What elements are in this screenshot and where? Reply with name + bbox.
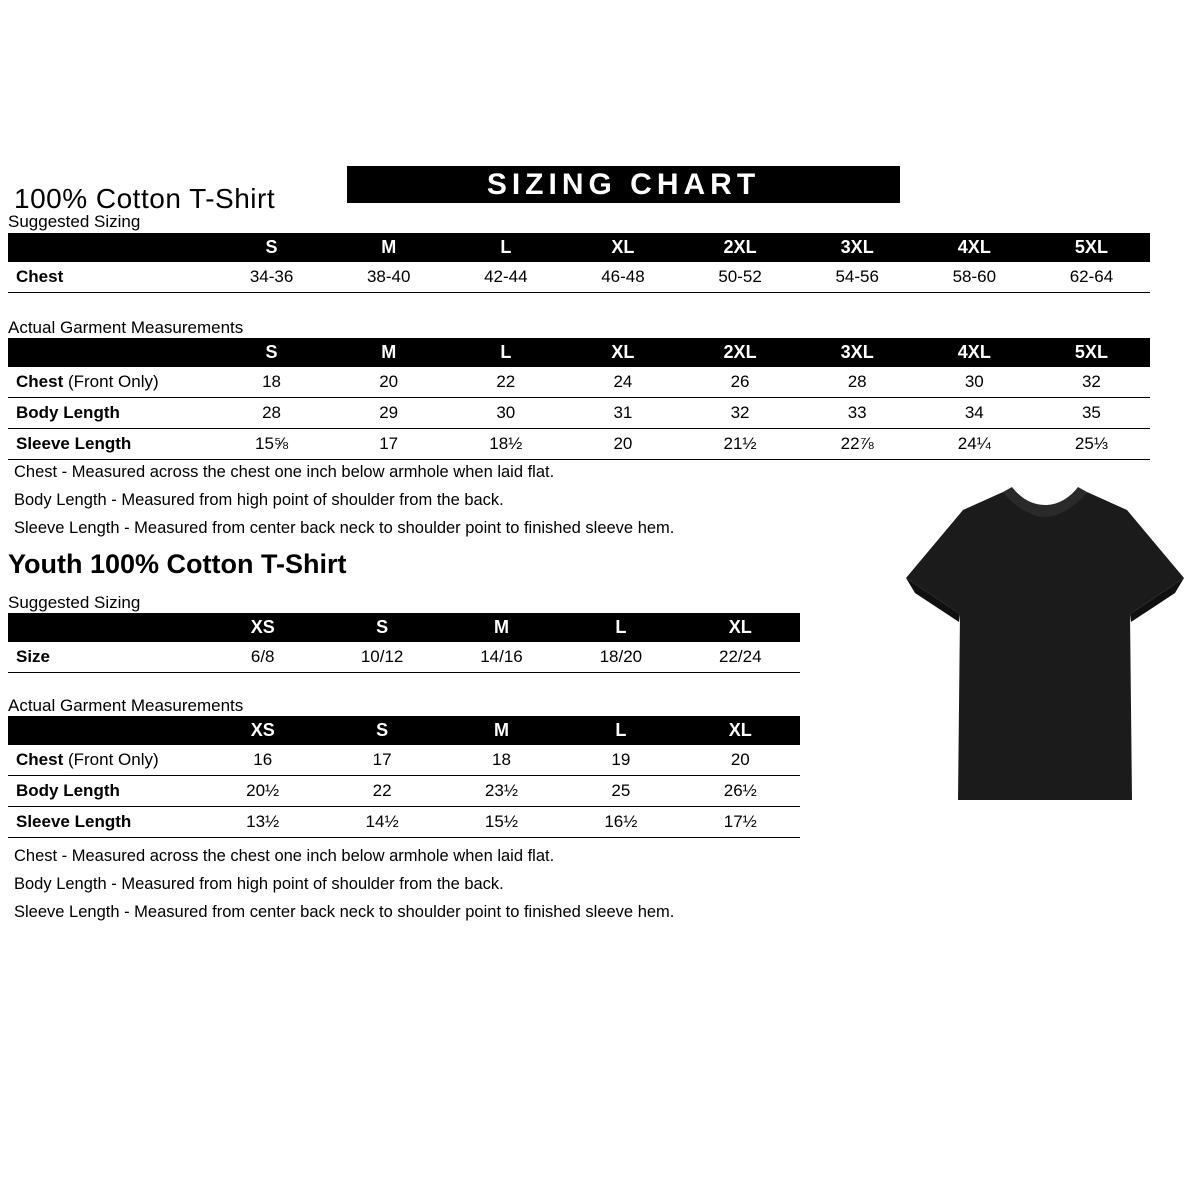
table-row <box>8 807 800 838</box>
measurement-cell: 25 <box>561 776 680 807</box>
row-label: Chest (Front Only) <box>8 745 203 776</box>
table-row <box>8 262 1150 293</box>
size-column-header: 4XL <box>916 338 1033 367</box>
size-column-header: 2XL <box>682 233 799 262</box>
tshirt-product-image <box>895 476 1195 814</box>
measurement-cell: 20 <box>681 745 800 776</box>
measurement-cell: 17 <box>322 745 441 776</box>
measurement-cell: 24¼ <box>916 429 1033 460</box>
measurement-cell: 31 <box>564 398 681 429</box>
measurement-cell: 35 <box>1033 398 1150 429</box>
size-column-header: XL <box>681 613 800 642</box>
youth-suggested-sizing-table <box>8 613 800 673</box>
row-label: Size <box>8 642 203 673</box>
measurement-cell: 18½ <box>447 429 564 460</box>
measurement-cell: 29 <box>330 398 447 429</box>
measurement-cell: 22⅞ <box>799 429 916 460</box>
measurement-cell: 15½ <box>442 807 561 838</box>
measurement-cell: 17 <box>330 429 447 460</box>
adult-suggested-sizing-table <box>8 233 1150 293</box>
measurement-cell: 34-36 <box>213 262 330 293</box>
measurement-cell: 30 <box>916 367 1033 398</box>
table-row <box>8 367 1150 398</box>
measurement-cell: 22 <box>322 776 441 807</box>
size-column-header: XL <box>564 338 681 367</box>
page-title: 100% Cotton T-Shirt <box>14 182 276 214</box>
measurement-cell: 16½ <box>561 807 680 838</box>
size-header-row <box>8 233 1150 262</box>
measurement-cell: 21½ <box>682 429 799 460</box>
measurement-cell: 6/8 <box>203 642 322 673</box>
measurement-cell: 34 <box>916 398 1033 429</box>
size-column-header: XL <box>681 716 800 745</box>
measurement-cell: 25⅓ <box>1033 429 1150 460</box>
size-column-header: S <box>322 716 441 745</box>
measurement-cell: 26½ <box>681 776 800 807</box>
measurement-cell: 18 <box>442 745 561 776</box>
measurement-cell: 26 <box>682 367 799 398</box>
size-header-row <box>8 338 1150 367</box>
size-column-header: M <box>330 233 447 262</box>
size-column-header: XS <box>203 613 322 642</box>
size-column-header: 4XL <box>916 233 1033 262</box>
adult-garment-measurements-label: Actual Garment Measurements <box>8 318 244 337</box>
row-label: Chest (Front Only) <box>8 367 213 398</box>
size-column-header: M <box>330 338 447 367</box>
measurement-cell: 13½ <box>203 807 322 838</box>
black-tshirt-icon <box>895 476 1195 814</box>
size-column-header: L <box>447 338 564 367</box>
size-column-header: L <box>561 613 680 642</box>
measurement-note: Chest - Measured across the chest one inch below armhole when laid flat. <box>14 463 555 481</box>
header-spacer <box>8 716 203 745</box>
size-column-header: S <box>322 613 441 642</box>
measurement-cell: 28 <box>213 398 330 429</box>
sizing-chart-banner: SIZING CHART <box>347 166 900 203</box>
youth-page-title: Youth 100% Cotton T-Shirt <box>8 549 347 579</box>
measurement-cell: 18/20 <box>561 642 680 673</box>
measurement-cell: 46-48 <box>564 262 681 293</box>
measurement-cell: 42-44 <box>447 262 564 293</box>
header-spacer <box>8 338 213 367</box>
measurement-cell: 62-64 <box>1033 262 1150 293</box>
size-column-header: M <box>442 613 561 642</box>
measurement-note: Body Length - Measured from high point of shoulder from the back. <box>14 491 504 509</box>
measurement-cell: 38-40 <box>330 262 447 293</box>
size-header-row <box>8 716 800 745</box>
measurement-cell: 22/24 <box>681 642 800 673</box>
youth-garment-measurements-label: Actual Garment Measurements <box>8 696 244 715</box>
measurement-cell: 15⅝ <box>213 429 330 460</box>
measurement-cell: 32 <box>682 398 799 429</box>
youth-measurement-notes <box>14 842 674 926</box>
row-label: Body Length <box>8 776 203 807</box>
table-row <box>8 776 800 807</box>
measurement-note: Chest - Measured across the chest one inch below armhole when laid flat. <box>14 847 555 865</box>
header-spacer <box>8 613 203 642</box>
measurement-cell: 24 <box>564 367 681 398</box>
measurement-cell: 22 <box>447 367 564 398</box>
size-column-header: 3XL <box>799 233 916 262</box>
measurement-cell: 20 <box>330 367 447 398</box>
adult-measurement-notes <box>14 458 674 542</box>
adult-garment-measurements-table <box>8 338 1150 460</box>
table-row <box>8 745 800 776</box>
size-column-header: L <box>447 233 564 262</box>
measurement-cell: 14½ <box>322 807 441 838</box>
size-header-row <box>8 613 800 642</box>
size-column-header: 5XL <box>1033 233 1150 262</box>
row-label: Chest <box>8 262 213 293</box>
row-label: Body Length <box>8 398 213 429</box>
measurement-cell: 20½ <box>203 776 322 807</box>
measurement-cell: 19 <box>561 745 680 776</box>
size-column-header: 3XL <box>799 338 916 367</box>
size-column-header: 5XL <box>1033 338 1150 367</box>
table-row <box>8 398 1150 429</box>
measurement-cell: 28 <box>799 367 916 398</box>
table-row <box>8 642 800 673</box>
size-column-header: XS <box>203 716 322 745</box>
youth-suggested-sizing-label: Suggested Sizing <box>8 593 141 612</box>
measurement-cell: 58-60 <box>916 262 1033 293</box>
measurement-cell: 17½ <box>681 807 800 838</box>
measurement-cell: 30 <box>447 398 564 429</box>
row-label: Sleeve Length <box>8 807 203 838</box>
measurement-cell: 33 <box>799 398 916 429</box>
measurement-note: Sleeve Length - Measured from center back neck to shoulder point to finished sleeve hem. <box>14 903 675 921</box>
size-column-header: L <box>561 716 680 745</box>
measurement-cell: 50-52 <box>682 262 799 293</box>
measurement-note: Body Length - Measured from high point of shoulder from the back. <box>14 875 504 893</box>
measurement-cell: 16 <box>203 745 322 776</box>
adult-suggested-sizing-label: Suggested Sizing <box>8 212 141 231</box>
measurement-cell: 20 <box>564 429 681 460</box>
size-column-header: S <box>213 233 330 262</box>
row-label: Sleeve Length <box>8 429 213 460</box>
measurement-note: Sleeve Length - Measured from center back neck to shoulder point to finished sleeve hem. <box>14 519 675 537</box>
size-column-header: 2XL <box>682 338 799 367</box>
measurement-cell: 10/12 <box>322 642 441 673</box>
measurement-cell: 14/16 <box>442 642 561 673</box>
size-column-header: M <box>442 716 561 745</box>
measurement-cell: 18 <box>213 367 330 398</box>
size-column-header: S <box>213 338 330 367</box>
table-row <box>8 429 1150 460</box>
youth-garment-measurements-table <box>8 716 800 838</box>
measurement-cell: 54-56 <box>799 262 916 293</box>
measurement-cell: 23½ <box>442 776 561 807</box>
header-spacer <box>8 233 213 262</box>
measurement-cell: 32 <box>1033 367 1150 398</box>
size-column-header: XL <box>564 233 681 262</box>
